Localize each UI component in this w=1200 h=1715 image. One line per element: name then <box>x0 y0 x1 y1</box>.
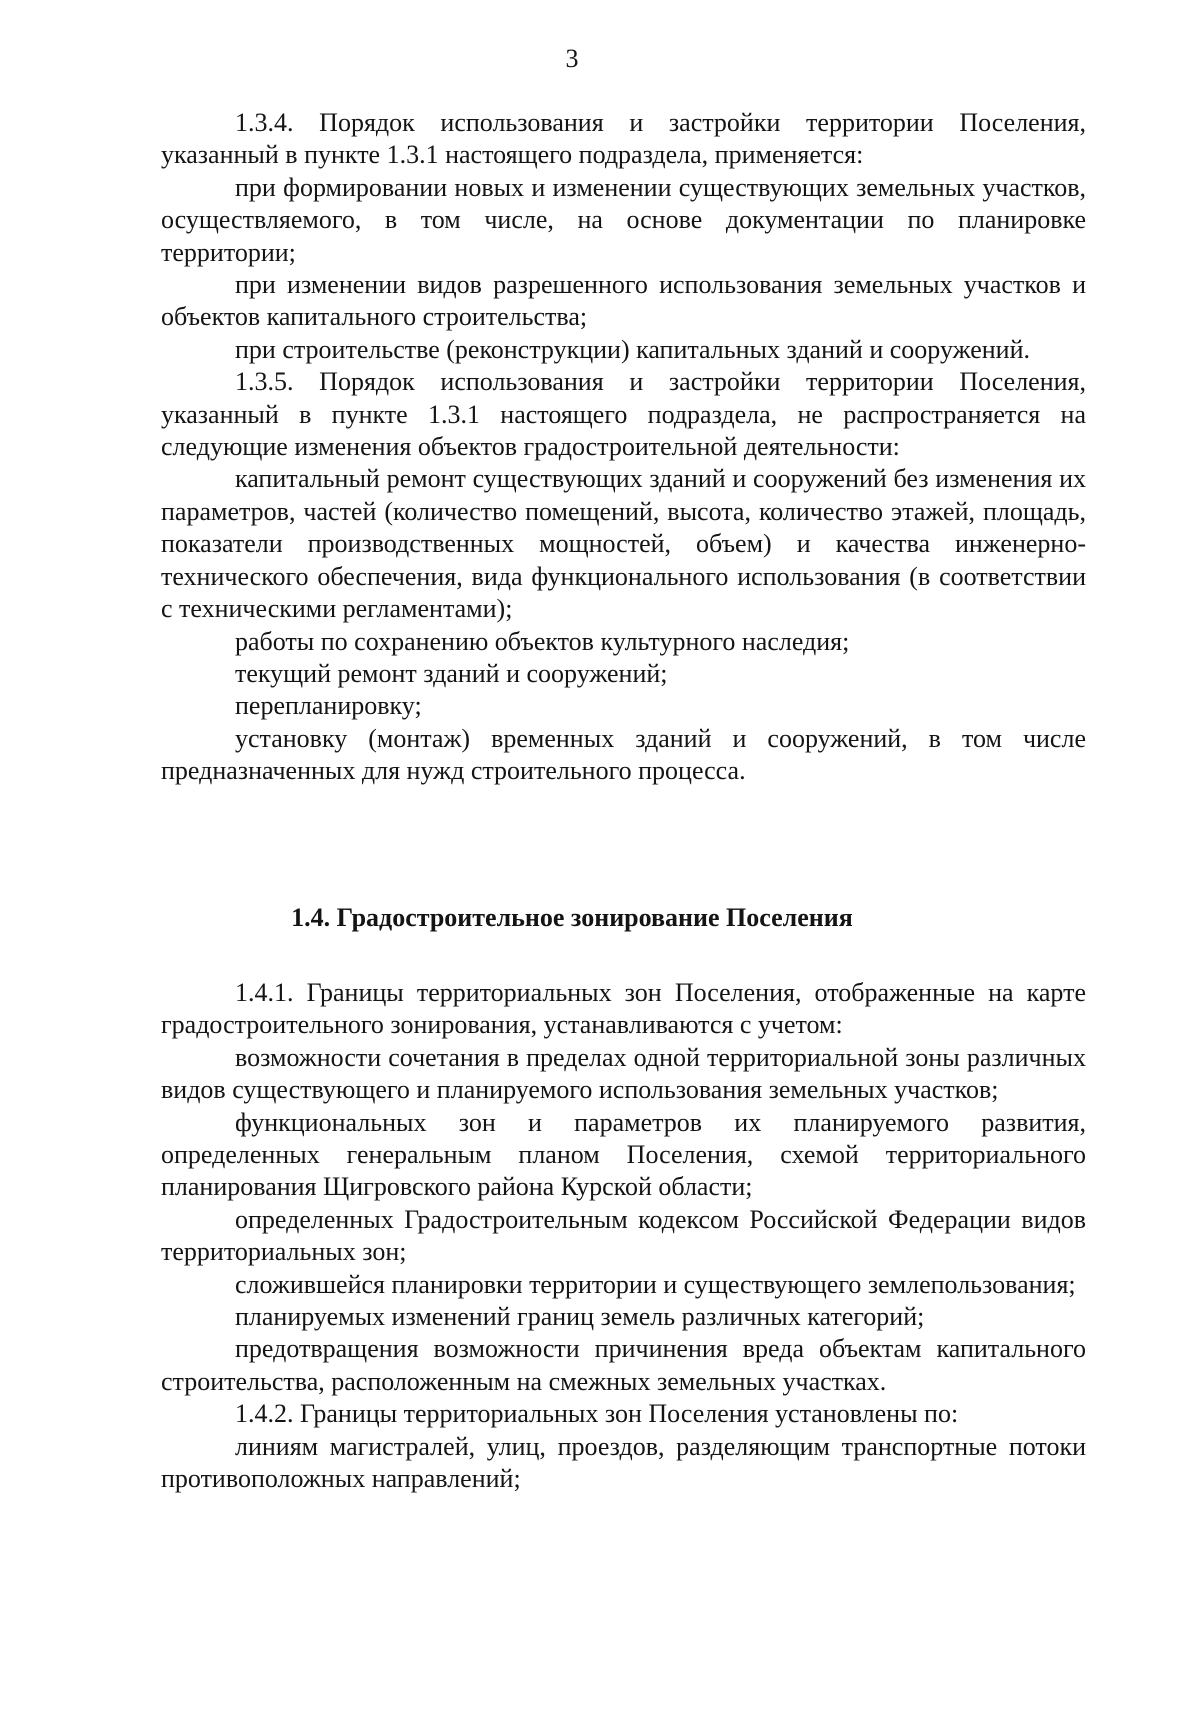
list-item: при изменении видов разрешенного использования земельных участков и объектов капитального строительства; <box>161 270 1086 332</box>
list-item: предотвращения возможности причинения вреда объектам капитального строительства, расположенным на смежных земельных участках. <box>161 1334 1086 1396</box>
paragraph-1-3-4: 1.3.4. Порядок использования и застройки территории Поселения, указанный в пункте 1.3.1 настоящего подраздела, применяется: <box>161 108 1086 170</box>
section-heading-1-4: 1.4. Градостроительное зонирование Поселения <box>291 903 853 932</box>
list-item: возможности сочетания в пределах одной территориальной зоны различных видов существующего и планируемого использования земельных участков; <box>161 1042 1086 1105</box>
section-1-4-body <box>161 977 1086 1496</box>
paragraph-1-3-5: 1.3.5. Порядок использования и застройки территории Поселения, указанный в пункте 1.3.1 настоящего подраздела, не распространяется на следующие изменения объектов градостроительной деятельности: <box>161 367 1086 462</box>
list-item: капитальный ремонт существующих зданий и сооружений без изменения их параметров, частей (количество помещений, высота, количество этажей, площадь, показатели производственных мощностей, объем) и качества инженерно-технического обеспечения, вида функционального использования (в соответствии с техническими регламентами); <box>161 464 1086 624</box>
paragraph-1-4-1: 1.4.1. Границы территориальных зон Поселения, отображенные на карте градостроительного зонирования, устанавливаются с учетом: <box>161 978 1086 1040</box>
list-item: функциональных зон и параметров их планируемого развития, определенных генеральным планом Поселения, схемой территориального планирования Щигровского района Курской области; <box>161 1107 1086 1202</box>
list-item: установку (монтаж) временных зданий и сооружений, в том числе предназначенных для нужд строительного процесса. <box>161 723 1086 786</box>
list-item: при строительстве (реконструкции) капитальных зданий и сооружений. <box>235 334 1031 364</box>
list-item: определенных Градостроительным кодексом Российской Федерации видов территориальных зон; <box>161 1204 1086 1267</box>
list-item: планируемых изменений границ земель различных категорий; <box>235 1302 925 1332</box>
list-item: линиям магистралей, улиц, проездов, разделяющим транспортные потоки противоположных направлений; <box>161 1431 1086 1494</box>
list-item: текущий ремонт зданий и сооружений; <box>235 658 668 688</box>
list-item: работы по сохранению объектов культурного наследия; <box>235 626 850 656</box>
list-item: перепланировку; <box>235 691 422 721</box>
list-item: при формировании новых и изменении существующих земельных участков, осуществляемого, в том числе, на основе документации по планировке территории; <box>161 172 1086 267</box>
list-item: сложившейся планировки территории и существующего землепользования; <box>235 1269 1076 1299</box>
page-number: 3 <box>565 44 579 73</box>
paragraph-1-4-2: 1.4.2. Границы территориальных зон Поселения установлены по: <box>235 1399 959 1429</box>
section-1-3-body <box>161 107 1086 788</box>
